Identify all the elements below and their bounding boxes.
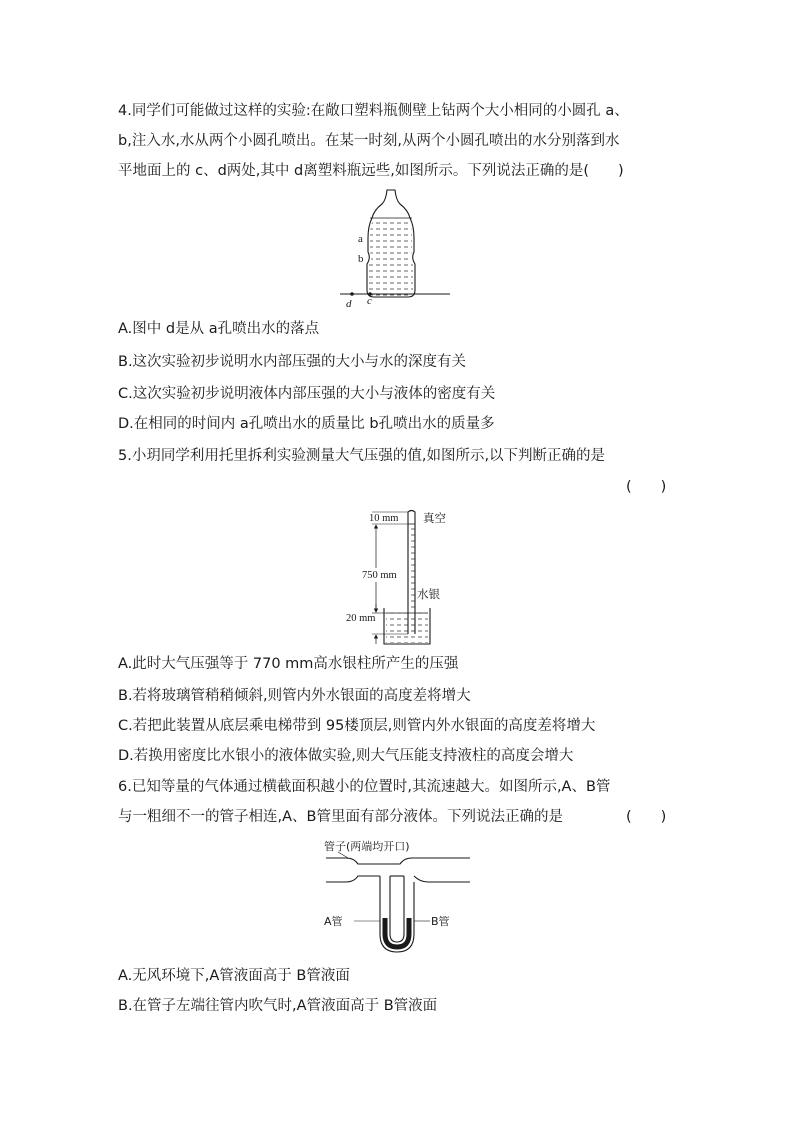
q5-option-b: B.若将玻璃管稍稍倾斜,则管内外水银面的高度差将增大 (118, 688, 471, 704)
q5-option-a: A.此时大气压强等于 770 mm高水银柱所产生的压强 (118, 656, 459, 672)
bottle-figure (340, 190, 460, 310)
q6-stem-line-2: 与一粗细不一的管子相连,A、B管里面有部分液体。下列说法正确的是 (118, 809, 563, 825)
q4-stem-line-2: b,注入水,水从两个小圆孔喷出。在某一时刻,从两个小圆孔喷出的水分别落到水 (118, 133, 620, 149)
q4-option-d: D.在相同的时间内 a孔喷出水的质量比 b孔喷出水的质量多 (118, 416, 495, 432)
label-tube: 管子(两端均开口) (324, 840, 410, 853)
u-tube-figure (310, 838, 480, 958)
q6-option-a: A.无风环境下,A管液面高于 B管液面 (118, 968, 350, 984)
liquid (385, 918, 409, 947)
q4-stem-line-3: 平地面上的 c、d两处,其中 d离塑料瓶远些,如图所示。下列说法正确的是( ) (118, 163, 624, 179)
label-vacuum: 真空 (423, 511, 446, 525)
point-d (350, 292, 354, 296)
label-20mm: 20 mm (346, 613, 376, 624)
q4-option-a: A.图中 d是从 a孔喷出水的落点 (118, 321, 320, 337)
label-mercury: 水银 (417, 587, 440, 601)
label-tube-b: B管 (431, 915, 450, 928)
q6-answer-paren: ( ) (626, 809, 667, 825)
point-c-label: c (367, 295, 372, 307)
mercury-column (408, 524, 415, 634)
q5-option-c: C.若把此装置从底层乘电梯带到 95楼顶层,则管内外水银面的高度差将增大 (118, 718, 596, 734)
tube-upper-wall (326, 858, 470, 864)
water-fill (369, 218, 413, 296)
mercury-in-dish (386, 613, 428, 643)
label-10mm: 10 mm (369, 513, 399, 524)
q4-stem-line-1: 4.同学们可能做过这样的实验:在敞口塑料瓶侧壁上钻两个大小相同的小圆孔 a、 (118, 103, 629, 119)
hole-a-label: a (358, 233, 363, 245)
q4-option-c: C.这次实验初步说明液体内部压强的大小与液体的密度有关 (118, 386, 496, 402)
point-d-label: d (346, 298, 352, 310)
label-750mm: 750 mm (362, 570, 397, 581)
q6-option-b: B.在管子左端往管内吹气时,A管液面高于 B管液面 (118, 998, 438, 1014)
hole-b-label: b (358, 253, 364, 265)
q5-answer-paren: ( ) (626, 479, 667, 495)
q4-option-b: B.这次实验初步说明水内部压强的大小与水的深度有关 (118, 354, 467, 370)
q5-option-d: D.若换用密度比水银小的液体做实验,则大气压能支持液柱的高度会增大 (118, 748, 574, 764)
torricelli-figure (340, 508, 480, 648)
q5-stem-line-1: 5.小玥同学利用托里拆利实验测量大气压强的值,如图所示,以下判断正确的是 (118, 448, 606, 464)
q6-stem-line-1: 6.已知等量的气体通过横截面积越小的位置时,其流速越大。如图所示,A、B管 (118, 779, 611, 795)
label-tube-a: A管 (324, 915, 343, 928)
vacuum-space (408, 512, 415, 524)
u-tube-inner (390, 876, 404, 942)
